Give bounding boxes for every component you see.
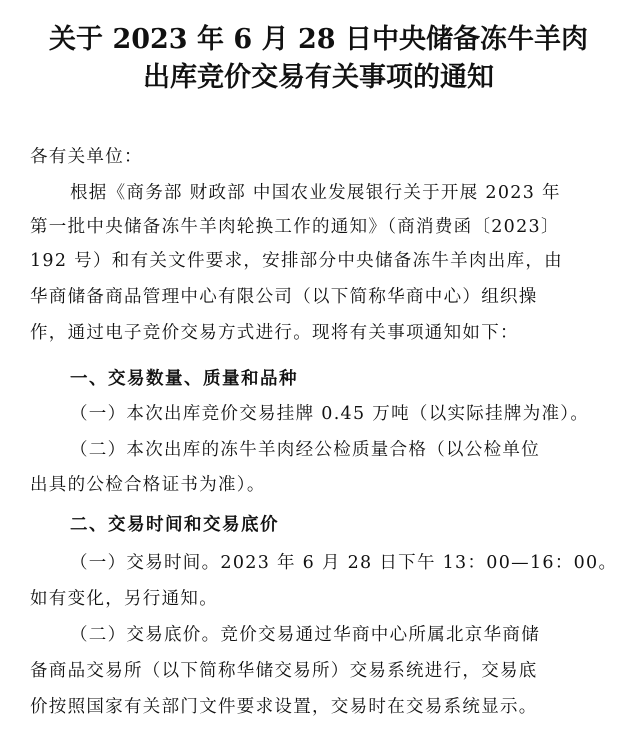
paragraph-line: 华商储备商品管理中心有限公司（以下简称华商中心）组织操: [30, 287, 538, 307]
document-title-line-2: 出库竞价交易有关事项的通知: [143, 62, 494, 93]
paragraph-line: 作，通过电子竞价交易方式进行。现将有关事项通知如下：: [30, 323, 519, 343]
section-heading-2: 二、交易时间和交易底价: [70, 515, 279, 535]
paragraph-line: 192 号）和有关文件要求，安排部分中央储备冻牛羊肉出库，由: [30, 251, 563, 271]
paragraph-line: 备商品交易所（以下简称华储交易所）交易系统进行，交易底: [30, 661, 538, 681]
paragraph-line: （二）本次出库的冻牛羊肉经公检质量合格（以公检单位: [70, 440, 540, 460]
salutation: 各有关单位：: [30, 147, 143, 167]
paragraph-line: 根据《商务部 财政部 中国农业发展银行关于开展 2023 年: [70, 183, 561, 203]
paragraph-line: （一）交易时间。2023 年 6 月 28 日下午 13：00—16：00。: [70, 553, 618, 573]
paragraph-line: （二）交易底价。竞价交易通过华商中心所属北京华商储: [70, 625, 540, 645]
paragraph-line: 第一批中央储备冻牛羊肉轮换工作的通知》（商消费函〔2023〕: [30, 217, 560, 237]
paragraph-line: 出具的公检合格证书为准）。: [30, 475, 266, 495]
paragraph-line: （一）本次出库竞价交易挂牌 0.45 万吨（以实际挂牌为准）。: [70, 404, 590, 424]
paragraph-line: 价按照国家有关部门文件要求设置，交易时在交易系统显示。: [30, 697, 538, 717]
document-title-line-1: 关于 2023 年 6 月 28 日中央储备冻牛羊肉: [49, 24, 588, 55]
paragraph-line: 如有变化，另行通知。: [30, 589, 218, 609]
section-heading-1: 一、交易数量、质量和品种: [70, 369, 298, 389]
